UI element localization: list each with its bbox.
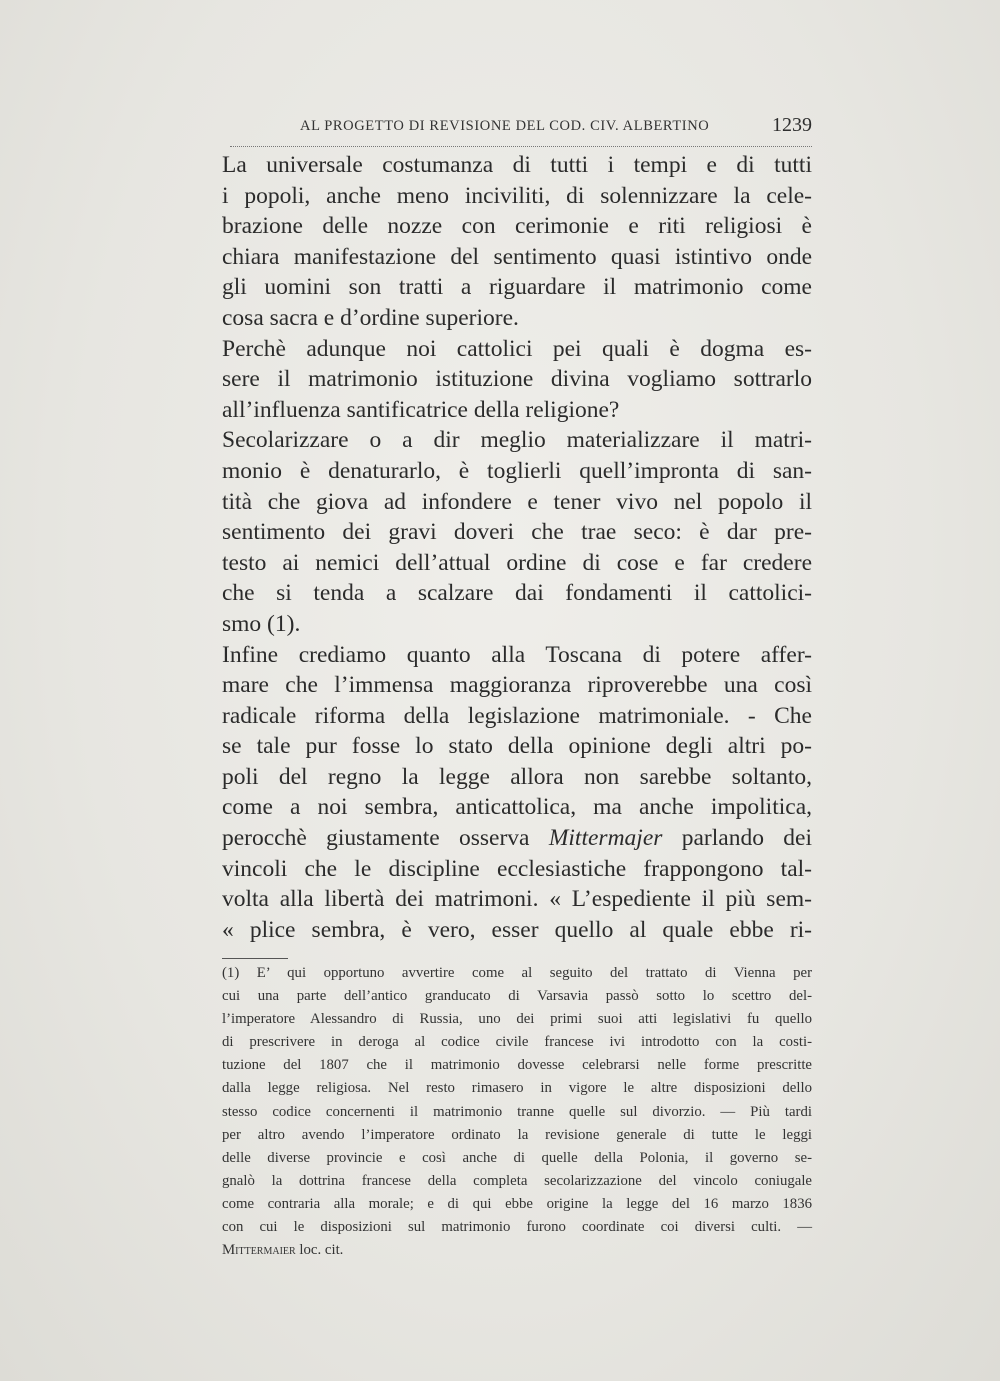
- header-rule: [230, 146, 812, 147]
- footnote-line: come contraria alla morale; e di qui ebbe origine la legge del 16 marzo 1836: [222, 1195, 812, 1212]
- body-line: smo (1).: [222, 610, 301, 637]
- body-line: Secolarizzare o a dir meglio materializzare il matri-: [222, 427, 812, 454]
- body-line: mare che l’immensa maggioranza riproverebbe una così: [222, 672, 812, 699]
- footnote-line: dalla legge religiosa. Nel resto rimasero in vigore le altre disposizioni dello: [222, 1080, 812, 1097]
- body-line: i popoli, anche meno inciviliti, di solennizzare la cele-: [222, 182, 812, 209]
- page-header: [300, 116, 812, 140]
- body-line: sentimento dei gravi doveri che trae seco: è dar pre-: [222, 519, 812, 546]
- body-line: cosa sacra e d’ordine superiore.: [222, 304, 519, 331]
- footnote-line: per altro avendo l’imperatore ordinato la revisione generale di tutte le leggi: [222, 1126, 812, 1143]
- footnote-line: l’imperatore Alessandro di Russia, uno dei primi suoi atti legislativi fu quello: [222, 1011, 812, 1028]
- body-line: sere il matrimonio istituzione divina vogliamo sottrarlo: [222, 366, 812, 393]
- body-line: chiara manifestazione del sentimento quasi istintivo onde: [222, 243, 812, 270]
- footnote-rule: [222, 958, 288, 959]
- footnote-author: Mittermaier: [222, 1242, 296, 1259]
- body-line: volta alla libertà dei matrimoni. « L’espediente il più sem-: [222, 886, 812, 913]
- body-line: vincoli che le discipline ecclesiastiche frappongono tal-: [222, 855, 812, 882]
- body-line: « plice sembra, è vero, esser quello al quale ebbe ri-: [222, 916, 812, 943]
- body-line: gli uomini son tratti a riguardare il matrimonio come: [222, 274, 812, 301]
- footnote-citation: [222, 1239, 812, 1262]
- footnote-line: con cui le disposizioni sul matrimonio furono coordinate coi diversi culti. —: [222, 1219, 812, 1236]
- body-line-with-author: [222, 823, 812, 854]
- body-line: testo ai nemici dell’attual ordine di cose e far credere: [222, 549, 812, 576]
- body-line: che si tenda a scalzare dai fondamenti il cattolici-: [222, 580, 812, 607]
- body-line: brazione delle nozze con cerimonie e riti religiosi è: [222, 213, 812, 240]
- body-line: tità che giova ad infondere e tener vivo nel popolo il: [222, 488, 812, 515]
- body-text: [222, 150, 812, 945]
- footnote-line: tuzione del 1807 che il matrimonio dovesse celebrarsi nelle forme prescritte: [222, 1057, 812, 1074]
- body-line: all’influenza santificatrice della religione?: [222, 396, 620, 423]
- body-line: poli del regno la legge allora non sarebbe soltanto,: [222, 763, 812, 790]
- footnote-line: delle diverse provincie e così anche di quelle della Polonia, il governo se-: [222, 1149, 812, 1166]
- body-line: come a noi sembra, anticattolica, ma anche impolitica,: [222, 794, 812, 821]
- footnote: [222, 962, 812, 1262]
- footnote-line: di prescrivere in deroga al codice civile francese ivi introdotto con la costi-: [222, 1034, 812, 1051]
- author-name-italic: Mittermajer: [548, 825, 663, 852]
- running-title: AL PROGETTO DI REVISIONE DEL COD. CIV. ALBERTINO: [300, 118, 710, 134]
- footnote-citation-rest: loc. cit.: [295, 1242, 344, 1259]
- footnote-line: cui una parte dell’antico granducato di Varsavia passò sotto lo scettro del-: [222, 988, 812, 1005]
- body-line: La universale costumanza di tutti i tempi e di tutti: [222, 152, 812, 178]
- body-text-fragment: perocchè giustamente osserva: [222, 825, 549, 852]
- body-line: Perchè adunque noi cattolici pei quali è dogma es-: [222, 335, 812, 362]
- footnote-line: (1) E’ qui opportuno avvertire come al seguito del trattato di Vienna per: [222, 965, 812, 981]
- body-line: se tale pur fosse lo stato della opinione degli altri po-: [222, 733, 812, 760]
- body-line: radicale riforma della legislazione matrimoniale. - Che: [222, 702, 812, 729]
- body-text-fragment: parlando dei: [662, 825, 812, 852]
- body-line: monio è denaturarlo, è toglierli quell’impronta di san-: [222, 457, 812, 484]
- page-number: 1239: [772, 114, 812, 136]
- footnote-line: stesso codice concernenti il matrimonio tranne quelle sul divorzio. — Più tardi: [222, 1103, 812, 1120]
- footnote-line: gnalò la dottrina francese della completa secolarizzazione del vincolo coniugale: [222, 1172, 812, 1189]
- body-line: Infine crediamo quanto alla Toscana di potere affer-: [222, 641, 812, 668]
